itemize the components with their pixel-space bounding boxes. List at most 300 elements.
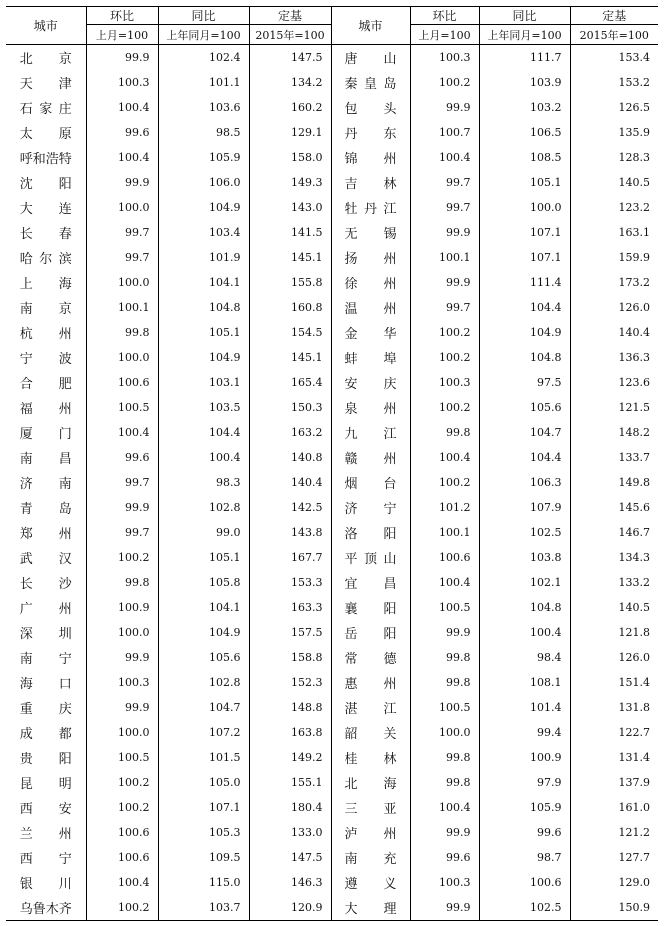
city-name-left: 哈尔滨 xyxy=(19,252,72,267)
city-name-left-cell xyxy=(6,345,86,370)
city-name-right: 大理 xyxy=(344,902,397,917)
city-name-left-cell xyxy=(6,45,86,71)
city-name-right: 岳阳 xyxy=(344,627,397,642)
yoy-value-right: 99.4 xyxy=(479,720,570,745)
mom-value-right: 99.9 xyxy=(410,270,479,295)
city-name-left: 天津 xyxy=(19,77,72,92)
yoy-value-right: 104.9 xyxy=(479,320,570,345)
base-value-left: 133.0 xyxy=(249,820,331,845)
mom-value-right: 100.2 xyxy=(410,70,479,95)
base-value-left: 148.8 xyxy=(249,695,331,720)
city-name-right-cell xyxy=(331,295,410,320)
city-name-right-cell xyxy=(331,570,410,595)
city-name-right-cell xyxy=(331,70,410,95)
base-value-right: 159.9 xyxy=(570,245,658,270)
yoy-value-left: 105.3 xyxy=(158,820,249,845)
city-name-right: 唐山 xyxy=(344,52,397,67)
mom-value-left: 99.9 xyxy=(86,170,158,195)
table-row xyxy=(6,845,658,870)
yoy-value-left: 104.7 xyxy=(158,695,249,720)
city-name-left-cell xyxy=(6,195,86,220)
base-value-right: 134.3 xyxy=(570,545,658,570)
city-name-left-cell xyxy=(6,520,86,545)
city-name-left: 呼和浩特 xyxy=(19,152,72,167)
yoy-value-right: 100.9 xyxy=(479,745,570,770)
yoy-value-right: 98.7 xyxy=(479,845,570,870)
base-value-right: 121.5 xyxy=(570,395,658,420)
city-name-left: 西安 xyxy=(19,802,72,817)
base-value-left: 143.0 xyxy=(249,195,331,220)
yoy-value-left: 101.1 xyxy=(158,70,249,95)
city-name-right: 遵义 xyxy=(344,877,397,892)
city-name-right: 锦州 xyxy=(344,152,397,167)
base-value-left: 140.4 xyxy=(249,470,331,495)
mom-value-right: 99.8 xyxy=(410,420,479,445)
city-name-right: 常德 xyxy=(344,652,397,667)
city-name-left-cell xyxy=(6,845,86,870)
yoy-value-left: 115.0 xyxy=(158,870,249,895)
base-value-right: 137.9 xyxy=(570,770,658,795)
mom-value-right: 100.1 xyxy=(410,520,479,545)
city-name-left-cell xyxy=(6,820,86,845)
base-value-right: 123.6 xyxy=(570,370,658,395)
city-name-right-cell xyxy=(331,645,410,670)
base-value-right: 121.2 xyxy=(570,820,658,845)
base-value-left: 160.2 xyxy=(249,95,331,120)
mom-value-right: 99.9 xyxy=(410,95,479,120)
yoy-value-left: 104.9 xyxy=(158,345,249,370)
city-name-right-cell xyxy=(331,870,410,895)
header-mom-right: 环比 xyxy=(410,7,479,25)
city-name-left-cell xyxy=(6,545,86,570)
mom-value-right: 99.8 xyxy=(410,645,479,670)
table-row xyxy=(6,870,658,895)
mom-value-left: 100.0 xyxy=(86,270,158,295)
city-name-left: 石家庄 xyxy=(19,102,72,117)
base-value-left: 158.8 xyxy=(249,645,331,670)
mom-value-left: 100.2 xyxy=(86,770,158,795)
mom-value-right: 99.8 xyxy=(410,670,479,695)
table-row xyxy=(6,245,658,270)
yoy-value-right: 104.4 xyxy=(479,445,570,470)
city-name-left: 乌鲁木齐 xyxy=(19,902,72,917)
city-name-left-cell xyxy=(6,795,86,820)
header-mom-sub-right: 上月=100 xyxy=(410,25,479,45)
city-name-right: 烟台 xyxy=(344,477,397,492)
base-value-right: 140.5 xyxy=(570,170,658,195)
base-value-right: 131.8 xyxy=(570,695,658,720)
base-value-right: 151.4 xyxy=(570,670,658,695)
base-value-left: 147.5 xyxy=(249,845,331,870)
mom-value-right: 100.5 xyxy=(410,595,479,620)
mom-value-left: 99.9 xyxy=(86,495,158,520)
city-name-left: 长沙 xyxy=(19,577,72,592)
base-value-left: 153.3 xyxy=(249,570,331,595)
city-name-left-cell xyxy=(6,595,86,620)
price-index-table-wrapper xyxy=(6,6,658,921)
city-name-left: 杭州 xyxy=(19,327,72,342)
base-value-left: 141.5 xyxy=(249,220,331,245)
mom-value-right: 100.3 xyxy=(410,45,479,71)
yoy-value-right: 104.4 xyxy=(479,295,570,320)
base-value-right: 126.5 xyxy=(570,95,658,120)
base-value-right: 148.2 xyxy=(570,420,658,445)
mom-value-left: 100.5 xyxy=(86,745,158,770)
mom-value-right: 100.2 xyxy=(410,470,479,495)
table-row xyxy=(6,745,658,770)
city-name-left: 郑州 xyxy=(19,527,72,542)
yoy-value-left: 102.4 xyxy=(158,45,249,71)
base-value-right: 149.8 xyxy=(570,470,658,495)
yoy-value-left: 98.5 xyxy=(158,120,249,145)
yoy-value-left: 104.9 xyxy=(158,620,249,645)
city-name-right: 扬州 xyxy=(344,252,397,267)
yoy-value-left: 103.1 xyxy=(158,370,249,395)
yoy-value-right: 101.4 xyxy=(479,695,570,720)
mom-value-left: 99.9 xyxy=(86,45,158,71)
yoy-value-left: 104.1 xyxy=(158,270,249,295)
mom-value-right: 100.2 xyxy=(410,320,479,345)
header-mom-left: 环比 xyxy=(86,7,158,25)
city-name-right: 温州 xyxy=(344,302,397,317)
city-name-left: 深圳 xyxy=(19,627,72,642)
table-row xyxy=(6,695,658,720)
city-name-right-cell xyxy=(331,745,410,770)
base-value-left: 167.7 xyxy=(249,545,331,570)
city-name-right-cell xyxy=(331,270,410,295)
base-value-right: 146.7 xyxy=(570,520,658,545)
city-name-left-cell xyxy=(6,70,86,95)
city-name-right: 牡丹江 xyxy=(344,202,397,217)
base-value-left: 163.8 xyxy=(249,720,331,745)
mom-value-right: 99.9 xyxy=(410,620,479,645)
header-city-left: 城市 xyxy=(6,7,86,45)
city-name-right-cell xyxy=(331,145,410,170)
city-name-right: 宜昌 xyxy=(344,577,397,592)
table-row xyxy=(6,270,658,295)
base-value-left: 129.1 xyxy=(249,120,331,145)
mom-value-right: 100.5 xyxy=(410,695,479,720)
yoy-value-right: 105.9 xyxy=(479,795,570,820)
table-row xyxy=(6,495,658,520)
header-yoy-sub-right: 上年同月=100 xyxy=(479,25,570,45)
mom-value-right: 100.0 xyxy=(410,720,479,745)
city-name-left: 大连 xyxy=(19,202,72,217)
base-value-left: 149.3 xyxy=(249,170,331,195)
base-value-left: 147.5 xyxy=(249,45,331,71)
city-name-right: 丹东 xyxy=(344,127,397,142)
yoy-value-right: 102.5 xyxy=(479,520,570,545)
city-name-right: 三亚 xyxy=(344,802,397,817)
base-value-left: 149.2 xyxy=(249,745,331,770)
mom-value-left: 100.6 xyxy=(86,820,158,845)
mom-value-left: 99.9 xyxy=(86,645,158,670)
yoy-value-right: 98.4 xyxy=(479,645,570,670)
yoy-value-right: 102.5 xyxy=(479,895,570,921)
city-name-right-cell xyxy=(331,845,410,870)
header-yoy-sub-left: 上年同月=100 xyxy=(158,25,249,45)
city-name-left-cell xyxy=(6,720,86,745)
header-yoy-right: 同比 xyxy=(479,7,570,25)
city-name-left-cell xyxy=(6,245,86,270)
city-name-right-cell xyxy=(331,820,410,845)
yoy-value-right: 108.5 xyxy=(479,145,570,170)
table-row xyxy=(6,670,658,695)
yoy-value-left: 105.6 xyxy=(158,645,249,670)
mom-value-right: 99.7 xyxy=(410,170,479,195)
city-name-right-cell xyxy=(331,470,410,495)
base-value-left: 143.8 xyxy=(249,520,331,545)
header-row-main xyxy=(6,7,658,25)
yoy-value-right: 103.8 xyxy=(479,545,570,570)
city-name-right-cell xyxy=(331,420,410,445)
base-value-right: 161.0 xyxy=(570,795,658,820)
city-name-right: 洛阳 xyxy=(344,527,397,542)
yoy-value-right: 107.9 xyxy=(479,495,570,520)
price-index-table xyxy=(6,6,658,921)
mom-value-left: 100.2 xyxy=(86,795,158,820)
city-name-left: 北京 xyxy=(19,52,72,67)
yoy-value-right: 99.6 xyxy=(479,820,570,845)
yoy-value-right: 103.9 xyxy=(479,70,570,95)
base-value-left: 152.3 xyxy=(249,670,331,695)
yoy-value-right: 111.4 xyxy=(479,270,570,295)
city-name-left: 南京 xyxy=(19,302,72,317)
mom-value-left: 99.6 xyxy=(86,445,158,470)
yoy-value-left: 104.9 xyxy=(158,195,249,220)
mom-value-left: 100.9 xyxy=(86,595,158,620)
city-name-right: 无锡 xyxy=(344,227,397,242)
base-value-left: 180.4 xyxy=(249,795,331,820)
header-base-sub-left: 2015年=100 xyxy=(249,25,331,45)
table-row xyxy=(6,895,658,921)
city-name-right-cell xyxy=(331,220,410,245)
table-row xyxy=(6,220,658,245)
mom-value-left: 100.6 xyxy=(86,845,158,870)
mom-value-left: 100.2 xyxy=(86,895,158,921)
mom-value-right: 100.2 xyxy=(410,345,479,370)
base-value-left: 140.8 xyxy=(249,445,331,470)
city-name-left-cell xyxy=(6,470,86,495)
city-name-right: 平顶山 xyxy=(344,552,397,567)
base-value-right: 133.7 xyxy=(570,445,658,470)
city-name-left-cell xyxy=(6,895,86,921)
city-name-left-cell xyxy=(6,695,86,720)
city-name-left: 海口 xyxy=(19,677,72,692)
city-name-left: 广州 xyxy=(19,602,72,617)
city-name-left: 南宁 xyxy=(19,652,72,667)
mom-value-right: 99.8 xyxy=(410,745,479,770)
mom-value-right: 100.4 xyxy=(410,795,479,820)
city-name-right: 金华 xyxy=(344,327,397,342)
mom-value-right: 100.7 xyxy=(410,120,479,145)
base-value-left: 158.0 xyxy=(249,145,331,170)
mom-value-right: 100.1 xyxy=(410,245,479,270)
table-row xyxy=(6,45,658,71)
base-value-left: 145.1 xyxy=(249,245,331,270)
city-name-left-cell xyxy=(6,220,86,245)
city-name-left: 青岛 xyxy=(19,502,72,517)
base-value-right: 133.2 xyxy=(570,570,658,595)
city-name-right-cell xyxy=(331,795,410,820)
mom-value-right: 100.3 xyxy=(410,370,479,395)
table-row xyxy=(6,545,658,570)
yoy-value-right: 104.8 xyxy=(479,595,570,620)
base-value-right: 135.9 xyxy=(570,120,658,145)
mom-value-left: 100.4 xyxy=(86,145,158,170)
table-row xyxy=(6,145,658,170)
base-value-left: 155.8 xyxy=(249,270,331,295)
city-name-right-cell xyxy=(331,695,410,720)
mom-value-right: 99.8 xyxy=(410,770,479,795)
yoy-value-left: 100.4 xyxy=(158,445,249,470)
yoy-value-right: 106.3 xyxy=(479,470,570,495)
base-value-left: 150.3 xyxy=(249,395,331,420)
yoy-value-left: 102.8 xyxy=(158,670,249,695)
yoy-value-right: 100.0 xyxy=(479,195,570,220)
yoy-value-left: 104.8 xyxy=(158,295,249,320)
city-name-left: 武汉 xyxy=(19,552,72,567)
yoy-value-left: 107.1 xyxy=(158,795,249,820)
base-value-left: 154.5 xyxy=(249,320,331,345)
mom-value-left: 100.3 xyxy=(86,70,158,95)
yoy-value-left: 103.6 xyxy=(158,95,249,120)
mom-value-left: 100.5 xyxy=(86,395,158,420)
base-value-left: 163.3 xyxy=(249,595,331,620)
table-row xyxy=(6,370,658,395)
city-name-left: 太原 xyxy=(19,127,72,142)
city-name-right: 徐州 xyxy=(344,277,397,292)
mom-value-left: 99.8 xyxy=(86,320,158,345)
city-name-right-cell xyxy=(331,895,410,921)
header-city-right: 城市 xyxy=(331,7,410,45)
base-value-right: 150.9 xyxy=(570,895,658,921)
mom-value-left: 100.4 xyxy=(86,95,158,120)
mom-value-right: 99.6 xyxy=(410,845,479,870)
mom-value-left: 100.4 xyxy=(86,420,158,445)
city-name-left: 沈阳 xyxy=(19,177,72,192)
mom-value-right: 99.9 xyxy=(410,220,479,245)
city-name-right-cell xyxy=(331,120,410,145)
city-name-left: 济南 xyxy=(19,477,72,492)
city-name-left-cell xyxy=(6,745,86,770)
city-name-right-cell xyxy=(331,520,410,545)
yoy-value-left: 105.1 xyxy=(158,320,249,345)
city-name-left-cell xyxy=(6,95,86,120)
city-name-left-cell xyxy=(6,145,86,170)
base-value-right: 128.3 xyxy=(570,145,658,170)
base-value-right: 129.0 xyxy=(570,870,658,895)
city-name-left-cell xyxy=(6,670,86,695)
base-value-left: 142.5 xyxy=(249,495,331,520)
yoy-value-left: 102.8 xyxy=(158,495,249,520)
table-row xyxy=(6,420,658,445)
city-name-left-cell xyxy=(6,770,86,795)
city-name-left: 长春 xyxy=(19,227,72,242)
city-name-left-cell xyxy=(6,420,86,445)
city-name-left: 兰州 xyxy=(19,827,72,842)
city-name-left: 合肥 xyxy=(19,377,72,392)
yoy-value-left: 105.9 xyxy=(158,145,249,170)
city-name-right-cell xyxy=(331,320,410,345)
city-name-left-cell xyxy=(6,395,86,420)
mom-value-right: 99.9 xyxy=(410,895,479,921)
mom-value-left: 99.9 xyxy=(86,695,158,720)
mom-value-right: 100.4 xyxy=(410,145,479,170)
city-name-right-cell xyxy=(331,620,410,645)
base-value-left: 134.2 xyxy=(249,70,331,95)
yoy-value-right: 107.1 xyxy=(479,220,570,245)
table-row xyxy=(6,595,658,620)
table-row xyxy=(6,445,658,470)
city-name-left-cell xyxy=(6,295,86,320)
table-row xyxy=(6,795,658,820)
mom-value-left: 100.3 xyxy=(86,670,158,695)
base-value-left: 145.1 xyxy=(249,345,331,370)
city-name-left-cell xyxy=(6,620,86,645)
mom-value-left: 100.0 xyxy=(86,620,158,645)
base-value-left: 163.2 xyxy=(249,420,331,445)
header-base-sub-right: 2015年=100 xyxy=(570,25,658,45)
yoy-value-left: 106.0 xyxy=(158,170,249,195)
table-row xyxy=(6,70,658,95)
yoy-value-left: 105.1 xyxy=(158,545,249,570)
table-row xyxy=(6,295,658,320)
mom-value-left: 99.8 xyxy=(86,570,158,595)
base-value-right: 131.4 xyxy=(570,745,658,770)
yoy-value-right: 107.1 xyxy=(479,245,570,270)
yoy-value-right: 97.9 xyxy=(479,770,570,795)
city-name-left: 昆明 xyxy=(19,777,72,792)
yoy-value-left: 107.2 xyxy=(158,720,249,745)
table-row xyxy=(6,395,658,420)
base-value-right: 123.2 xyxy=(570,195,658,220)
city-name-left-cell xyxy=(6,645,86,670)
city-name-right-cell xyxy=(331,720,410,745)
city-name-right: 吉林 xyxy=(344,177,397,192)
table-row xyxy=(6,770,658,795)
base-value-right: 126.0 xyxy=(570,295,658,320)
base-value-right: 126.0 xyxy=(570,645,658,670)
city-name-right: 韶关 xyxy=(344,727,397,742)
city-name-right-cell xyxy=(331,545,410,570)
table-row xyxy=(6,170,658,195)
header-base-left: 定基 xyxy=(249,7,331,25)
yoy-value-left: 104.4 xyxy=(158,420,249,445)
city-name-left: 银川 xyxy=(19,877,72,892)
mom-value-right: 100.4 xyxy=(410,445,479,470)
table-row xyxy=(6,620,658,645)
city-name-left: 重庆 xyxy=(19,702,72,717)
yoy-value-right: 104.8 xyxy=(479,345,570,370)
city-name-left: 福州 xyxy=(19,402,72,417)
city-name-left: 上海 xyxy=(19,277,72,292)
city-name-right: 秦皇岛 xyxy=(344,77,397,92)
yoy-value-right: 105.1 xyxy=(479,170,570,195)
mom-value-right: 99.7 xyxy=(410,195,479,220)
yoy-value-right: 111.7 xyxy=(479,45,570,71)
header-yoy-left: 同比 xyxy=(158,7,249,25)
city-name-right-cell xyxy=(331,395,410,420)
yoy-value-right: 105.6 xyxy=(479,395,570,420)
city-name-left-cell xyxy=(6,270,86,295)
yoy-value-right: 100.4 xyxy=(479,620,570,645)
mom-value-left: 100.1 xyxy=(86,295,158,320)
city-name-right: 泉州 xyxy=(344,402,397,417)
mom-value-right: 99.7 xyxy=(410,295,479,320)
city-name-right: 济宁 xyxy=(344,502,397,517)
yoy-value-left: 98.3 xyxy=(158,470,249,495)
